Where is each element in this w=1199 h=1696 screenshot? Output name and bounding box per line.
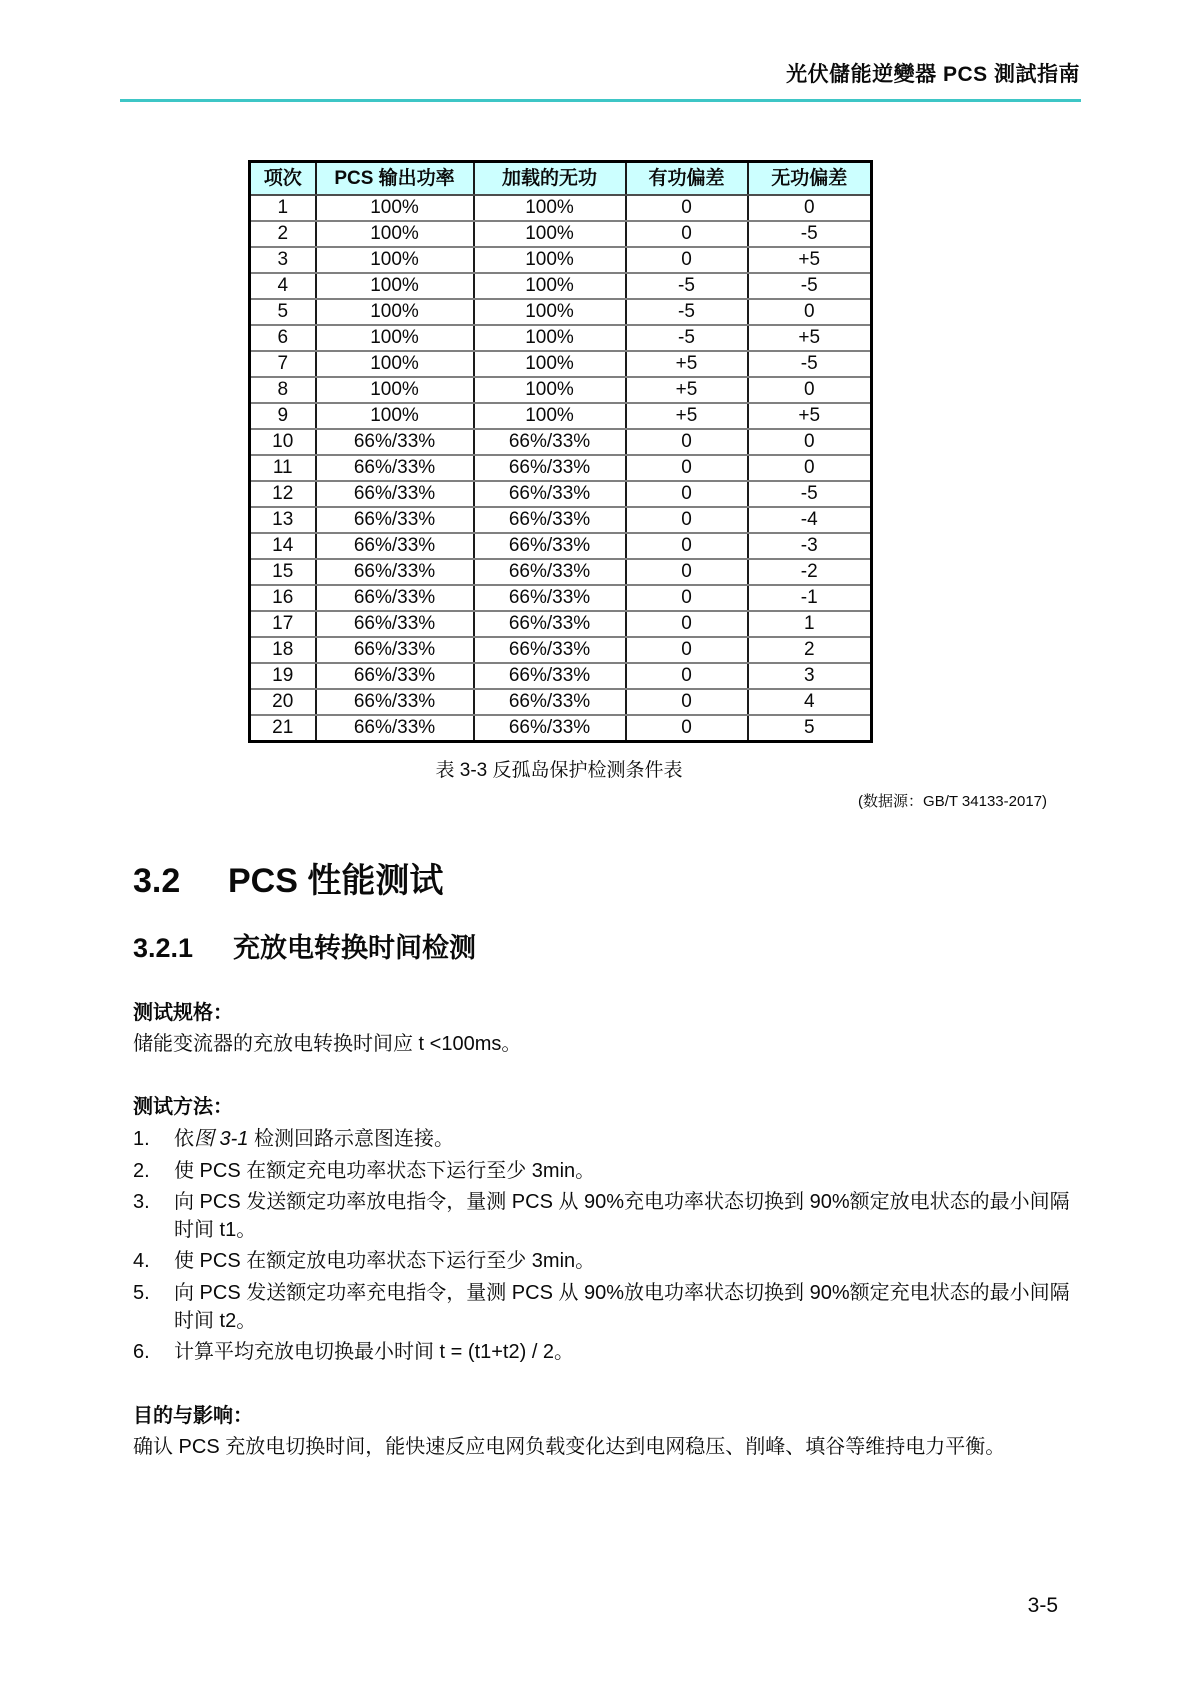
table-row (250, 299, 872, 325)
cell-reactive-deviation: -3 (748, 533, 872, 559)
cell-active-deviation: 0 (626, 533, 748, 559)
column-header: 项次 (250, 162, 316, 196)
step-text: 向 PCS 发送额定功率放电指令，量测 PCS 从 90%充电功率状态切换到 90%额定放电状态的最小间隔时间 t1。 (174, 1191, 1070, 1241)
cell-loaded-reactive-power: 100% (474, 273, 626, 299)
table-row (250, 481, 872, 507)
cell-index: 12 (250, 481, 316, 507)
cell-pcs-output-power: 100% (316, 325, 474, 351)
test-spec-body: 储能变流器的充放电转换时间应 t <100ms。 (133, 1033, 522, 1056)
method-step (133, 1126, 1080, 1154)
cell-index: 4 (250, 273, 316, 299)
cell-active-deviation: 0 (626, 611, 748, 637)
data-source-note: (数据源：GB/T 34133-2017) (858, 793, 1047, 810)
cell-reactive-deviation: 4 (748, 689, 872, 715)
cell-pcs-output-power: 66%/33% (316, 637, 474, 663)
section-heading-3-2 (133, 863, 1080, 900)
cell-active-deviation: 0 (626, 195, 748, 221)
table-row (250, 585, 872, 611)
cell-index: 6 (250, 325, 316, 351)
cell-pcs-output-power: 100% (316, 221, 474, 247)
cell-pcs-output-power: 66%/33% (316, 455, 474, 481)
cell-active-deviation: 0 (626, 637, 748, 663)
cell-index: 9 (250, 403, 316, 429)
cell-index: 5 (250, 299, 316, 325)
header-divider-rule (120, 99, 1081, 102)
table-row (250, 533, 872, 559)
cell-reactive-deviation: 0 (748, 299, 872, 325)
table-row (250, 195, 872, 221)
cell-reactive-deviation: 3 (748, 663, 872, 689)
table-row (250, 221, 872, 247)
cell-loaded-reactive-power: 66%/33% (474, 507, 626, 533)
cell-pcs-output-power: 66%/33% (316, 559, 474, 585)
cell-reactive-deviation: +5 (748, 403, 872, 429)
cell-reactive-deviation: -5 (748, 221, 872, 247)
anti-islanding-conditions-table (248, 160, 873, 743)
cell-loaded-reactive-power: 66%/33% (474, 429, 626, 455)
method-step (133, 1158, 1080, 1186)
figure-reference: 图 3-1 (194, 1128, 249, 1151)
method-step (133, 1280, 1080, 1335)
table-row (250, 507, 872, 533)
cell-index: 10 (250, 429, 316, 455)
cell-index: 18 (250, 637, 316, 663)
table-header-row (250, 162, 872, 196)
column-header: 加载的无功 (474, 162, 626, 196)
cell-loaded-reactive-power: 100% (474, 221, 626, 247)
cell-index: 7 (250, 351, 316, 377)
conditions-table-wrap (248, 160, 870, 743)
step-number: 4. (133, 1250, 150, 1273)
table-row (250, 403, 872, 429)
method-step (133, 1189, 1080, 1244)
step-number: 3. (133, 1191, 150, 1214)
cell-loaded-reactive-power: 100% (474, 351, 626, 377)
cell-loaded-reactive-power: 100% (474, 247, 626, 273)
cell-loaded-reactive-power: 66%/33% (474, 559, 626, 585)
column-header: PCS 输出功率 (316, 162, 474, 196)
cell-loaded-reactive-power: 66%/33% (474, 637, 626, 663)
step-text: 向 PCS 发送额定功率充电指令，量测 PCS 从 90%放电功率状态切换到 90%额定充电状态的最小间隔时间 t2。 (174, 1282, 1070, 1332)
table-row (250, 325, 872, 351)
cell-reactive-deviation: 0 (748, 377, 872, 403)
cell-pcs-output-power: 66%/33% (316, 689, 474, 715)
cell-active-deviation: 0 (626, 585, 748, 611)
cell-reactive-deviation: 2 (748, 637, 872, 663)
cell-index: 14 (250, 533, 316, 559)
cell-reactive-deviation: 5 (748, 715, 872, 742)
cell-reactive-deviation: -5 (748, 481, 872, 507)
cell-pcs-output-power: 100% (316, 299, 474, 325)
cell-pcs-output-power: 100% (316, 351, 474, 377)
cell-index: 11 (250, 455, 316, 481)
cell-index: 16 (250, 585, 316, 611)
cell-reactive-deviation: +5 (748, 247, 872, 273)
purpose-label: 目的与影响： (133, 1404, 253, 1427)
page-header-title: 光伏儲能逆變器 PCS 測試指南 (786, 63, 1080, 86)
cell-pcs-output-power: 100% (316, 377, 474, 403)
cell-pcs-output-power: 66%/33% (316, 507, 474, 533)
cell-loaded-reactive-power: 100% (474, 299, 626, 325)
cell-pcs-output-power: 100% (316, 273, 474, 299)
cell-active-deviation: +5 (626, 403, 748, 429)
cell-loaded-reactive-power: 66%/33% (474, 533, 626, 559)
cell-active-deviation: 0 (626, 559, 748, 585)
cell-reactive-deviation: 0 (748, 455, 872, 481)
cell-active-deviation: -5 (626, 273, 748, 299)
column-header: 有功偏差 (626, 162, 748, 196)
cell-active-deviation: 0 (626, 221, 748, 247)
step-number: 5. (133, 1282, 150, 1305)
cell-active-deviation: +5 (626, 351, 748, 377)
table-row (250, 689, 872, 715)
cell-active-deviation: -5 (626, 299, 748, 325)
cell-index: 1 (250, 195, 316, 221)
column-header: 无功偏差 (748, 162, 872, 196)
test-spec-label: 测试规格： (133, 1002, 233, 1025)
cell-loaded-reactive-power: 100% (474, 403, 626, 429)
cell-pcs-output-power: 66%/33% (316, 429, 474, 455)
cell-reactive-deviation: -2 (748, 559, 872, 585)
step-number: 2. (133, 1159, 150, 1182)
purpose-body: 确认 PCS 充放电切换时间，能快速反应电网负载变化达到电网稳压、削峰、填谷等维持电力平衡。 (133, 1435, 1006, 1458)
cell-index: 20 (250, 689, 316, 715)
step-text: 依图 3-1 检测回路示意图连接。 (174, 1128, 455, 1151)
cell-index: 21 (250, 715, 316, 742)
table-row (250, 377, 872, 403)
method-step (133, 1339, 1080, 1367)
cell-index: 8 (250, 377, 316, 403)
cell-reactive-deviation: 0 (748, 429, 872, 455)
section-title: PCS 性能测试 (228, 862, 444, 900)
subsection-number: 3.2.1 (133, 933, 194, 964)
cell-loaded-reactive-power: 100% (474, 325, 626, 351)
cell-reactive-deviation: -4 (748, 507, 872, 533)
cell-loaded-reactive-power: 66%/33% (474, 585, 626, 611)
cell-loaded-reactive-power: 66%/33% (474, 455, 626, 481)
cell-index: 17 (250, 611, 316, 637)
table-row (250, 247, 872, 273)
cell-index: 19 (250, 663, 316, 689)
section-heading-3-2-1 (133, 934, 1080, 964)
cell-pcs-output-power: 66%/33% (316, 611, 474, 637)
table-row (250, 351, 872, 377)
step-number: 6. (133, 1341, 150, 1364)
cell-loaded-reactive-power: 100% (474, 377, 626, 403)
table-row (250, 559, 872, 585)
cell-index: 15 (250, 559, 316, 585)
cell-reactive-deviation: 1 (748, 611, 872, 637)
cell-reactive-deviation: -5 (748, 351, 872, 377)
table-row (250, 663, 872, 689)
subsection-title: 充放电转换时间检测 (233, 933, 476, 964)
cell-pcs-output-power: 66%/33% (316, 715, 474, 742)
cell-active-deviation: 0 (626, 663, 748, 689)
test-method-label: 测试方法： (133, 1096, 233, 1119)
cell-index: 3 (250, 247, 316, 273)
cell-active-deviation: 0 (626, 507, 748, 533)
cell-loaded-reactive-power: 66%/33% (474, 611, 626, 637)
table-row (250, 611, 872, 637)
cell-loaded-reactive-power: 66%/33% (474, 663, 626, 689)
cell-pcs-output-power: 100% (316, 247, 474, 273)
section-number: 3.2 (133, 862, 181, 900)
cell-active-deviation: +5 (626, 377, 748, 403)
step-number: 1. (133, 1128, 150, 1151)
cell-active-deviation: 0 (626, 247, 748, 273)
cell-active-deviation: 0 (626, 689, 748, 715)
cell-reactive-deviation: +5 (748, 325, 872, 351)
table-row (250, 429, 872, 455)
table-row (250, 455, 872, 481)
cell-pcs-output-power: 66%/33% (316, 533, 474, 559)
cell-pcs-output-power: 66%/33% (316, 663, 474, 689)
cell-pcs-output-power: 100% (316, 403, 474, 429)
method-step (133, 1248, 1080, 1276)
table-caption: 表 3-3 反孤岛保护检测条件表 (435, 760, 683, 781)
page-number: 3-5 (1027, 1594, 1058, 1617)
cell-active-deviation: 0 (626, 455, 748, 481)
table-row (250, 273, 872, 299)
test-method-list (133, 1126, 1080, 1367)
step-text: 使 PCS 在额定充电功率状态下运行至少 3min。 (174, 1159, 596, 1182)
cell-active-deviation: 0 (626, 481, 748, 507)
cell-index: 2 (250, 221, 316, 247)
cell-loaded-reactive-power: 66%/33% (474, 481, 626, 507)
cell-reactive-deviation: -1 (748, 585, 872, 611)
cell-reactive-deviation: -5 (748, 273, 872, 299)
step-text: 使 PCS 在额定放电功率状态下运行至少 3min。 (174, 1250, 596, 1273)
step-text: 计算平均充放电切换最小时间 t = (t1+t2) / 2。 (174, 1341, 575, 1364)
cell-pcs-output-power: 66%/33% (316, 585, 474, 611)
page-content (133, 160, 1080, 1461)
cell-active-deviation: 0 (626, 715, 748, 742)
cell-reactive-deviation: 0 (748, 195, 872, 221)
cell-loaded-reactive-power: 66%/33% (474, 715, 626, 742)
table-row (250, 637, 872, 663)
cell-loaded-reactive-power: 66%/33% (474, 689, 626, 715)
cell-active-deviation: 0 (626, 429, 748, 455)
cell-pcs-output-power: 66%/33% (316, 481, 474, 507)
cell-active-deviation: -5 (626, 325, 748, 351)
cell-pcs-output-power: 100% (316, 195, 474, 221)
cell-loaded-reactive-power: 100% (474, 195, 626, 221)
table-row (250, 715, 872, 742)
cell-index: 13 (250, 507, 316, 533)
